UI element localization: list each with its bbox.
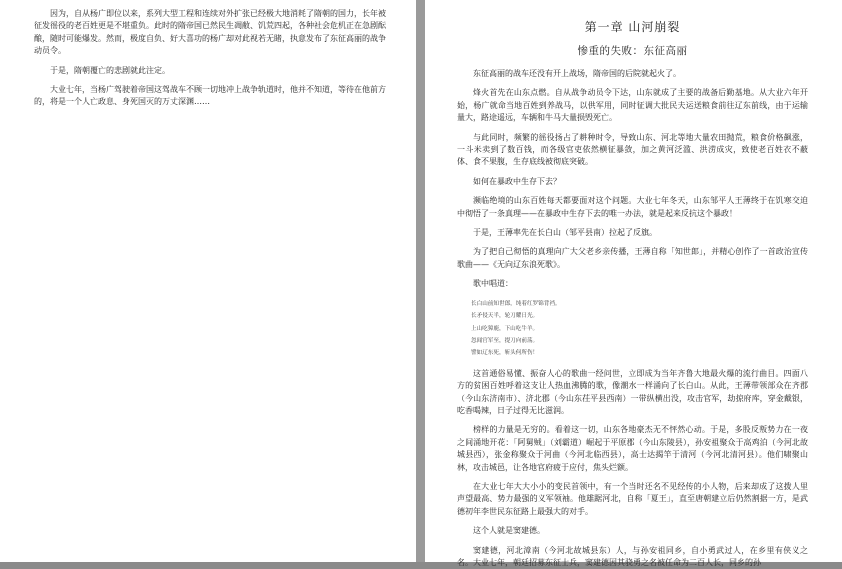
- right-paragraph-3: 与此同时，频繁的徭役扬占了耕种时令，导致山东、河北等地大量农田抛荒，粮食价格飙涨，一斗米卖到了数百钱，而各级官吏依然横征暴敛，加之黄河泛滥、洪涝成灾，致使老百姓衣不蔽体、食不果腹，生存底线被彻底突破。: [457, 132, 808, 167]
- right-paragraph-11: 在大业七年大大小小的变民首领中，有一个当时还名不见经传的小人物，后来却成了这拨人里声望最高、势力最强的义军领袖。他雄踞河北，自称「夏王」，直至唐朝建立后仍然割据一方，是武德初年李世民东征路上最强大的对手。: [457, 481, 808, 516]
- lyric-line: 长白山前知世郎，纯着红罗锦背裆。: [471, 300, 561, 307]
- right-paragraph-8: 歌中唱道：: [473, 279, 513, 289]
- left-page: [0, 0, 416, 562]
- right-paragraph-1: 东征高丽的战车还没有开上战场，隋帝国的后院就起火了。: [473, 69, 681, 78]
- right-paragraph-12: 这个人就是窦建德。: [473, 526, 545, 536]
- left-paragraph-3: 大业七年，当杨广驾驶着帝国这驾战车不顾一切地冲上战争轨道时，他并不知道，等待在他前方的，将是一个人亡政息、身死国灭的万丈深渊……: [34, 85, 386, 107]
- right-paragraph-13: 窦建德，河北漳南（今河北故城县东）人，与孙安祖同乡，自小勇武过人，在乡里有侠义之名。大业七年，朝廷招募东征士兵，窦建德因其骁勇之名被任命为二百人长，同乡的孙: [457, 545, 808, 567]
- lyric-line: 长矛侵天半，轮刀耀日光。: [471, 313, 539, 320]
- right-paragraph-10: 榜样的力量是无穷的。看着这一切，山东各地豪杰无不怦然心动。于是，多股反叛势力在一夜之间涌地开花：「阿舅贼」（刘霸道）崛起于平原郡（今山东陵县），孙安祖聚众于高鸡泊（今河北故城县西），张金称聚众于河曲（今河北临西县），高士达揭竿于清河（今河北清河县）。他们啸聚山林，攻击城邑，让各地官府疲于应付，焦头烂额。: [457, 425, 808, 472]
- right-paragraph-6: 于是，王薄率先在长白山（邹平县南）拉起了反旗。: [473, 228, 657, 238]
- lyric-line: 譬如辽东死，斩头何所伤！: [471, 350, 539, 357]
- right-paragraph-9: 这首通俗易懂、振奋人心的歌曲一经问世，立即成为当年齐鲁大地最火爆的流行曲目。四面八方的贫困百姓呼着这支让人热血沸腾的歌，像潮水一样涌向了长白山。从此，王薄带领部众在齐郡（今山东济南市）、济北郡（今山东茌平县西南）一带纵横出没，攻击官军，劫掠府库，穿金戴银，吃香喝辣，日子过得无比滋润。: [457, 368, 808, 415]
- song-lyrics: [471, 298, 808, 360]
- right-paragraph-2: 烽火首先在山东点燃。自从战争动员令下达，山东就成了主要的战备后勤基地。从大业六年开始，杨广就命当地百姓到养战马，以供军用，同时征调大批民夫运送粮食前往辽东前线，由于运输量大，路途遥远，车辆和牛马大量损毁死亡。: [457, 88, 808, 123]
- chapter-title: 第一章 山河崩裂: [584, 20, 681, 34]
- lyric-line: 上山吃獐鹿，下山吃牛羊。: [471, 325, 539, 332]
- lyric-line: 忽闻官军至，提刀向前荡。: [471, 337, 539, 344]
- right-paragraph-7: 为了把自己彻悟的真理向广大父老乡亲传播，王薄自称「知世郎」，并精心创作了一首政治宣传歌曲——《无向辽东浪死歌》。: [457, 247, 808, 269]
- left-paragraph-1: 因为，自从杨广即位以来，系列大型工程和连续对外扩张已经极大地消耗了隋朝的国力，长年被征发徭役的老百姓更是不堪重负。此时的隋帝国已然民生凋敝、饥荒四起，各种社会危机正在急剧酝酿，随时可能爆发。然而，极度自负、好大喜功的杨广却对此视若无睹，执意发布了东征高丽的战争动员令。: [34, 9, 386, 56]
- right-paragraph-4: 如何在暴政中生存下去？: [473, 176, 561, 186]
- page-gutter: [416, 0, 425, 562]
- right-page: [425, 0, 842, 567]
- right-paragraph-5: 濒临绝境的山东百姓每天都要面对这个问题。大业七年冬天，山东邹平人王薄终于在饥寒交迫中彻悟了一条真理——在暴政中生存下去的唯一办法，就是起来反抗这个暴政！: [457, 196, 808, 218]
- left-paragraph-2: 于是，隋朝覆亡的悲剧就此注定。: [50, 65, 170, 75]
- section-title: 惨重的失败：东征高丽: [577, 45, 688, 57]
